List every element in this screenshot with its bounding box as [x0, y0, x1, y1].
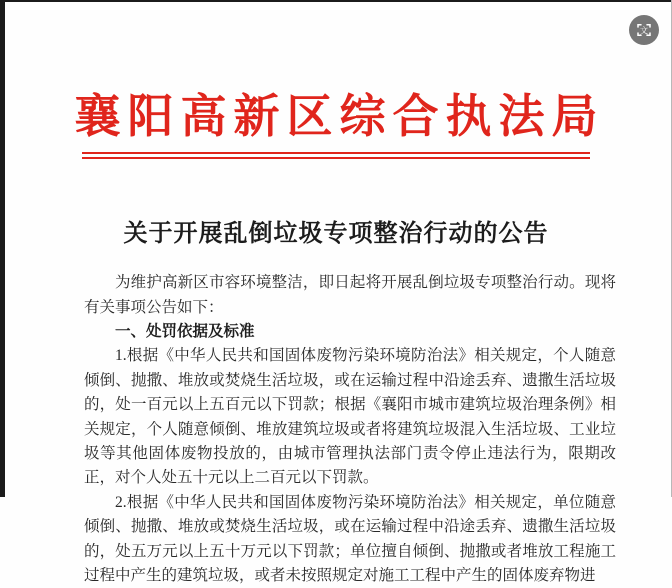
svg-text:文: 文 — [639, 26, 649, 36]
section-1-heading: 一、处罚依据及标准 — [115, 322, 255, 340]
notice-body — [84, 271, 616, 588]
notice-title: 关于开展乱倒垃圾专项整治行动的公告 — [123, 220, 549, 248]
translate-scan-icon — [635, 21, 653, 39]
translate-button[interactable] — [629, 15, 659, 45]
intro-paragraph: 为维护高新区市容环境整洁，即日起将开展乱倒垃圾专项整治行动。现将有关事项公告如下： — [84, 274, 616, 316]
masthead-title: 襄阳高新区综合执法局 — [74, 91, 605, 142]
penalty-item-1: 1.根据《中华人民共和国固体废物污染环境防治法》相关规定，个人随意倾倒、抛撒、堆放或焚烧生活垃圾，或在运输过程中沿途丢弃、遗撒生活垃圾的，处一百元以上五百元以下罚款；根据《襄阳市城市建筑垃圾治理条例》相关规定，个人随意倾倒、堆放建筑垃圾或者将建筑垃圾混入生活垃圾、工业垃圾等其他固体废物投放的，由城市管理执法部门责令停止违法行为，限期改正，对个人处五十元以上二百元以下罚款。 — [84, 347, 616, 487]
penalty-item-2: 2.根据《中华人民共和国固体废物污染环境防治法》相关规定，单位随意倾倒、抛撒、堆放或焚烧生活垃圾，或在运输过程中沿途丢弃、遗撒生活垃圾的，处五万元以上五十万元以下罚款；单位擅自倾倒、抛撒或者堆放工程施工过程中产生的建筑垃圾，或者未按照规定对施工工程中产生的固体废弃物进 — [84, 493, 616, 584]
masthead-double-rule — [82, 152, 590, 159]
